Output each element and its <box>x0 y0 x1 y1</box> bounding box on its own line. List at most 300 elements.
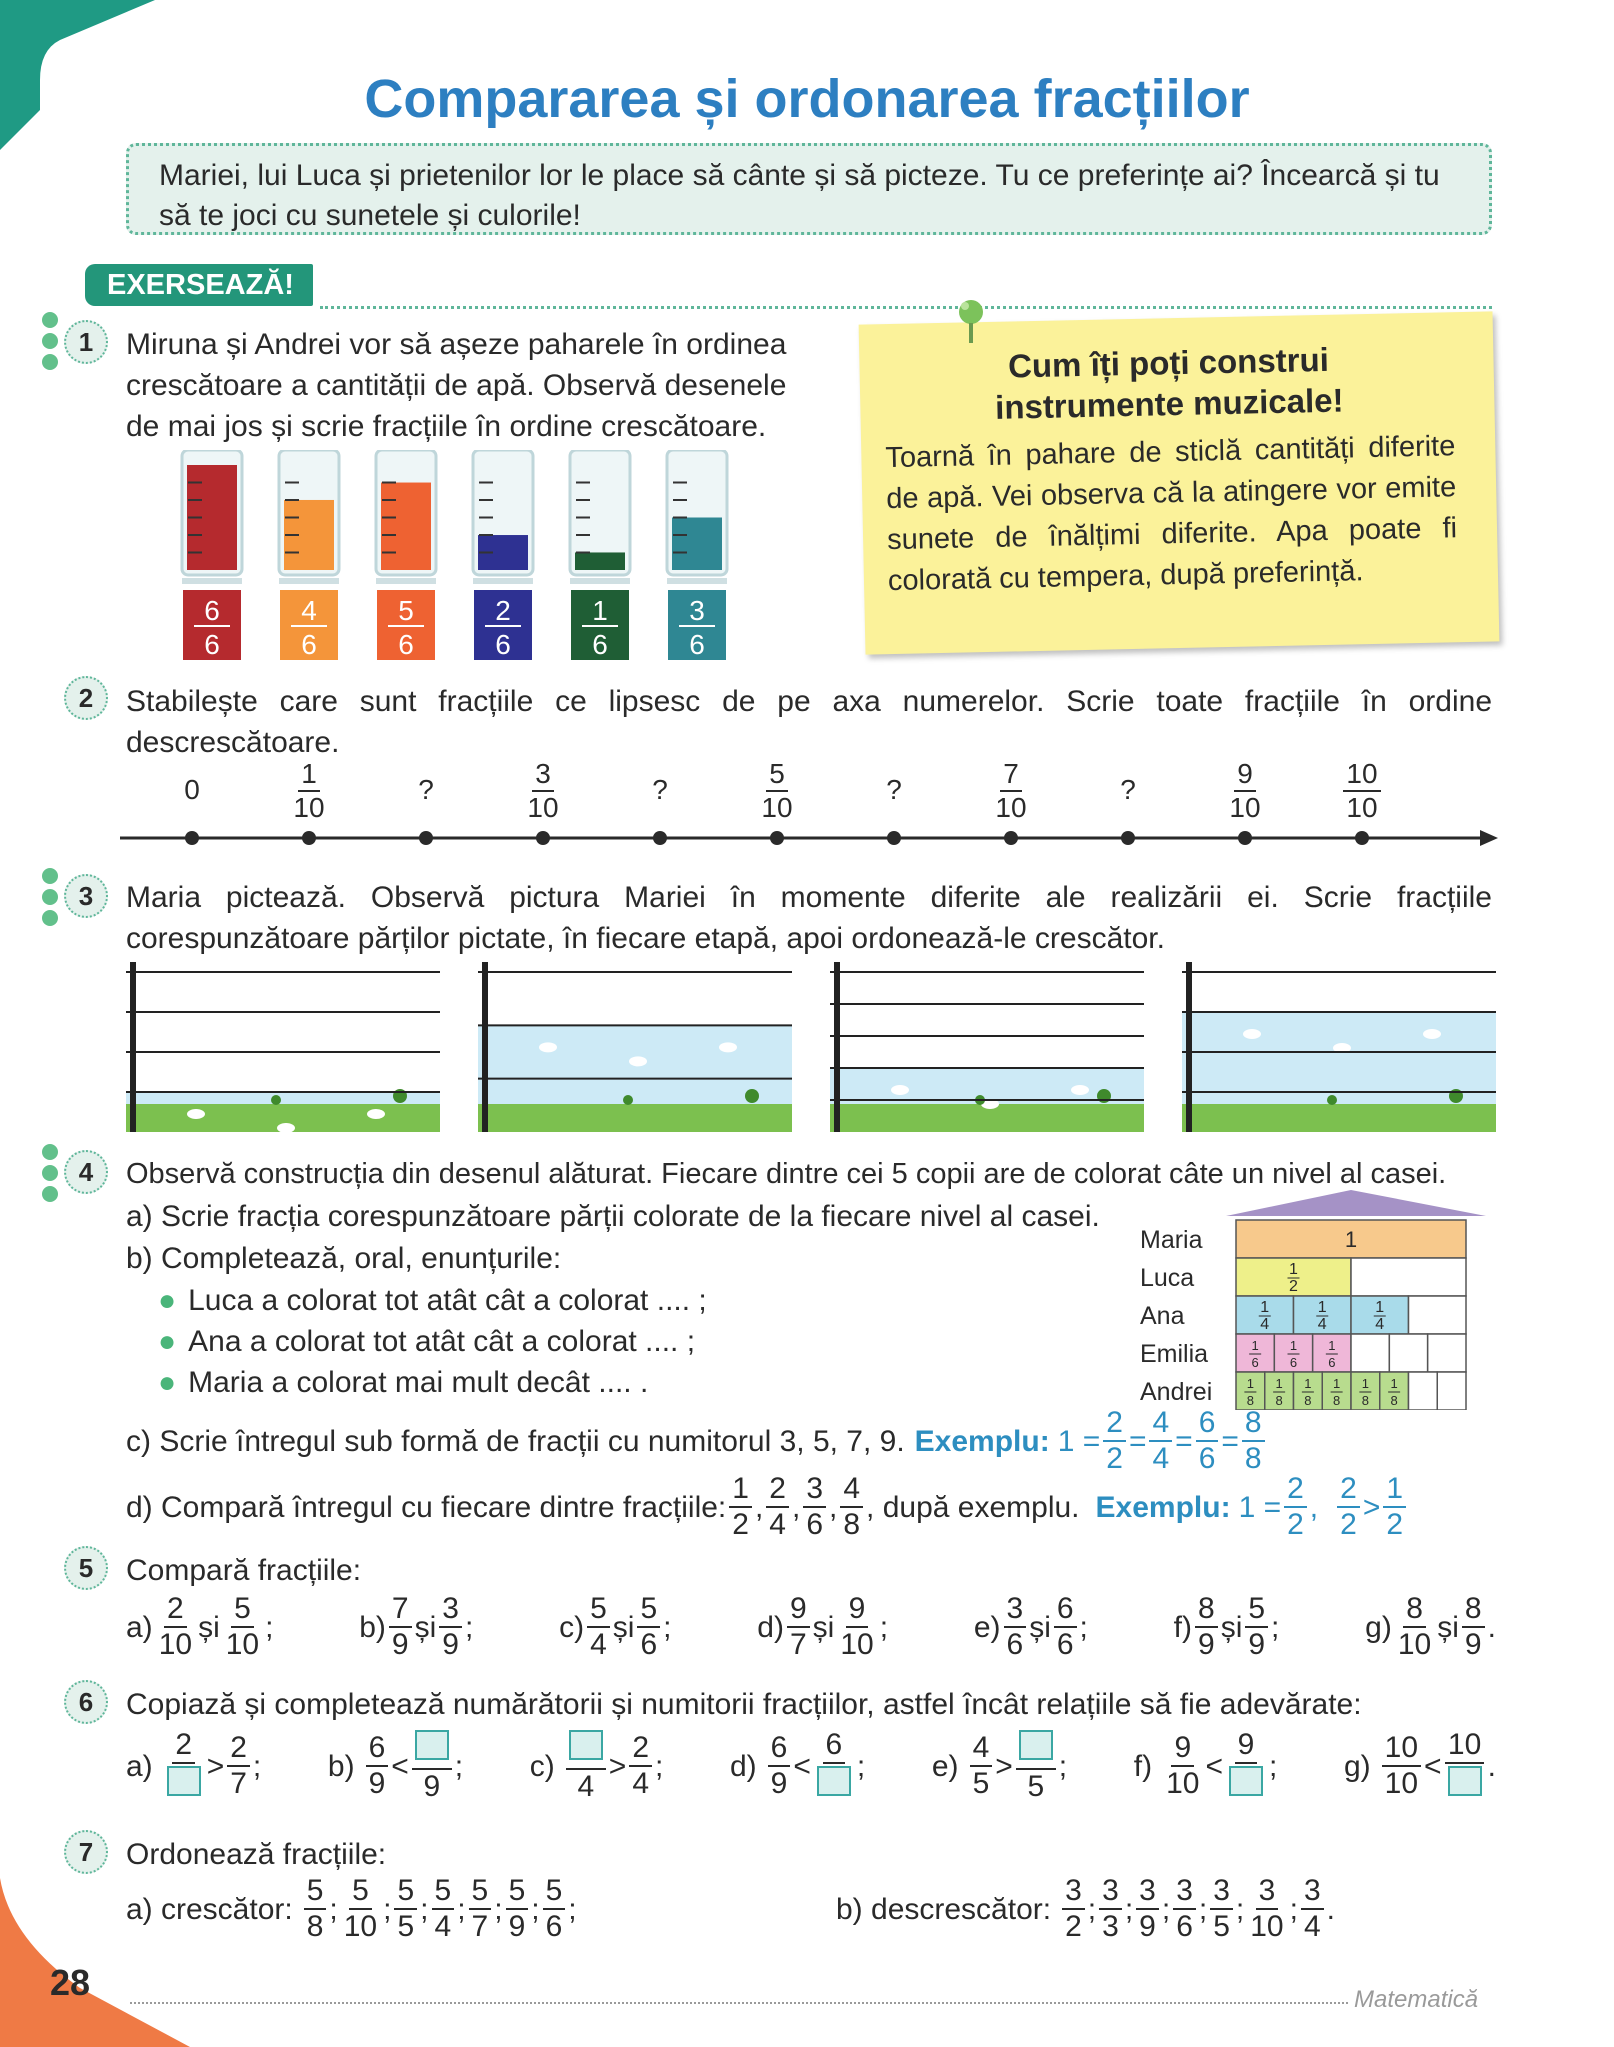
exercise-4b-bullet: ● Maria a colorat mai mult decât .... . <box>158 1366 649 1399</box>
numerator: 3 <box>1301 1876 1324 1910</box>
glass-denominator: 6 <box>592 629 608 660</box>
denominator: 5 <box>1027 1770 1045 1803</box>
denominator: 10 <box>1250 1910 1284 1943</box>
numerator: 3 <box>532 760 554 792</box>
punctuation: . <box>1326 1892 1335 1926</box>
relation-item <box>1134 1730 1278 1802</box>
page-number: 28 <box>50 1962 91 2003</box>
numerator: 2 <box>1284 1474 1307 1508</box>
answer-box <box>569 1730 603 1760</box>
fraction <box>1383 1474 1406 1540</box>
exercise-7-text: Ordonează fracțiile: <box>126 1838 387 1871</box>
denominator: 8 <box>1244 1442 1262 1475</box>
decor-dot <box>42 889 58 905</box>
numerator: 8 <box>1195 1594 1218 1628</box>
exercise-1-text: Miruna și Andrei vor să așeze paharele în ordinea crescătoare a cantității de apă. Observă desenele de mai jos și scrie fracțiile în ordine crescătoare. <box>126 328 787 443</box>
house-roof <box>1226 1190 1486 1216</box>
answer-box <box>817 1766 851 1796</box>
comma: , <box>829 1490 838 1524</box>
numerator: 10 <box>1445 1730 1484 1764</box>
exercise-4d <box>126 1474 1409 1540</box>
cell-denominator: 6 <box>1251 1355 1259 1370</box>
cell-numerator: 1 <box>1251 1338 1259 1353</box>
exercise-7a <box>126 1876 577 1942</box>
fraction <box>1136 1876 1159 1942</box>
exercise-2-line2: descrescătoare. <box>126 726 340 759</box>
fraction <box>992 760 1029 822</box>
exercise-4d-after: , după exemplu. <box>866 1490 1080 1524</box>
axis-label: ? <box>652 774 668 805</box>
relation-item <box>328 1730 463 1802</box>
denominator: 9 <box>1139 1910 1156 1943</box>
decor-dot <box>42 1186 58 1202</box>
glass-denominator: 6 <box>204 629 220 660</box>
denominator <box>164 1764 204 1802</box>
conjunction: și <box>1437 1610 1459 1644</box>
glass-base <box>570 578 630 584</box>
punctuation: ; <box>856 1749 866 1783</box>
decor-dot <box>42 333 58 349</box>
denominator: 10 <box>225 1628 260 1661</box>
denominator <box>814 1764 854 1802</box>
fraction <box>223 1594 262 1660</box>
numerator: 2 <box>164 1594 187 1628</box>
comparison-item <box>559 1594 671 1660</box>
numerator: 5 <box>543 1876 566 1910</box>
fraction <box>1382 1733 1421 1799</box>
note-title: Cum îți poți construi instrumente muzicale! <box>994 340 1344 426</box>
fraction <box>1054 1594 1077 1660</box>
axis-point <box>1238 831 1252 845</box>
punctuation: ; <box>265 1610 274 1644</box>
relation-item <box>126 1730 261 1802</box>
cell-denominator: 8 <box>1361 1393 1369 1408</box>
punctuation: ; <box>329 1892 338 1926</box>
fraction <box>412 1730 452 1802</box>
painted-grass <box>1182 1104 1496 1132</box>
glass-denominator: 6 <box>398 629 414 660</box>
answer-box <box>167 1766 201 1796</box>
numerator: 7 <box>389 1594 412 1628</box>
fraction <box>164 1730 204 1802</box>
axis-point <box>653 831 667 845</box>
denominator: 7 <box>471 1910 489 1943</box>
exercise-3-line2: corespunzătoare părților pictate, în fiecare etapă, apoi ordonează-le crescător. <box>126 922 1165 955</box>
fraction <box>758 760 795 822</box>
fraction <box>1103 1408 1126 1474</box>
numerator: 3 <box>439 1594 462 1628</box>
fraction <box>803 1474 826 1540</box>
numerator: 3 <box>1173 1876 1196 1910</box>
numerator: 4 <box>970 1733 993 1767</box>
denominator: 5 <box>397 1910 415 1943</box>
fraction <box>1445 1730 1485 1802</box>
fraction <box>840 1474 863 1540</box>
fraction <box>394 1876 417 1942</box>
decor-dot <box>42 312 58 328</box>
denominator: 2 <box>1287 1508 1304 1541</box>
denominator: 4 <box>434 1910 452 1943</box>
numerator: 3 <box>1004 1594 1027 1628</box>
denominator: 10 <box>343 1910 378 1943</box>
cell-numerator: 1 <box>1361 1376 1369 1391</box>
punctuation: ; <box>454 1749 464 1783</box>
comparison-item <box>757 1594 888 1660</box>
denominator: 5 <box>972 1767 990 1800</box>
fraction <box>1195 1594 1218 1660</box>
level-cell <box>1389 1334 1427 1372</box>
denominator: 10 <box>1229 792 1261 823</box>
cloud <box>719 1042 737 1052</box>
tree <box>271 1095 281 1105</box>
item-letter: g) <box>1365 1610 1392 1644</box>
axis-label <box>269 760 349 822</box>
punctuation: ; <box>1079 1610 1088 1644</box>
denominator <box>1226 1764 1266 1802</box>
footer-subject: Matematică <box>1354 1986 1479 2013</box>
comparison-item <box>126 1594 273 1660</box>
numerator: 3 <box>1099 1876 1122 1910</box>
exercise-4a: a) Scrie fracția corespunzătoare părții colorate de la fiecare nivel al casei. <box>126 1200 1100 1233</box>
denominator: 9 <box>508 1910 526 1943</box>
exercise-5-items <box>126 1594 1496 1660</box>
conjunction: și <box>198 1610 220 1644</box>
numerator: 5 <box>432 1876 455 1910</box>
denominator: 6 <box>1056 1628 1074 1661</box>
level-cell <box>1428 1334 1466 1372</box>
axis-point <box>770 831 784 845</box>
axis-label: ? <box>1120 774 1136 805</box>
fraction <box>1284 1474 1307 1540</box>
cloud <box>367 1109 385 1119</box>
cell-label: 1 <box>1344 1227 1358 1252</box>
denominator: 5 <box>1213 1910 1230 1943</box>
water-level <box>672 518 722 571</box>
denominator: 4 <box>577 1770 595 1803</box>
fraction <box>227 1733 250 1799</box>
fraction <box>1247 1876 1286 1942</box>
fraction <box>1163 1733 1202 1799</box>
numerator: 6 <box>1196 1408 1219 1442</box>
cell-denominator: 8 <box>1304 1393 1312 1408</box>
item-letter: e) <box>931 1749 959 1783</box>
numerator: 1 <box>1383 1474 1406 1508</box>
sticky-note <box>859 311 1500 654</box>
axis-label <box>971 760 1051 822</box>
cloud <box>187 1109 205 1119</box>
cloud <box>629 1056 647 1066</box>
numerator: 10 <box>1343 760 1380 792</box>
punctuation: ; <box>457 1892 466 1926</box>
page-title: Compararea și ordonarea fracțiilor <box>364 69 1250 129</box>
fraction <box>814 1730 854 1802</box>
relation-sign: < <box>793 1749 811 1783</box>
punctuation: ; <box>531 1892 540 1926</box>
axis-point <box>302 831 316 845</box>
answer-box <box>1448 1766 1482 1796</box>
relation-item <box>530 1730 664 1802</box>
painted-grass <box>478 1104 792 1132</box>
fraction <box>729 1474 752 1540</box>
denominator: 9 <box>1248 1628 1266 1661</box>
section-divider <box>320 306 1492 309</box>
denominator: 10 <box>840 1628 874 1661</box>
punctuation: ; <box>252 1749 262 1783</box>
denominator: 9 <box>423 1770 441 1803</box>
exercise-number: 2 <box>64 676 108 720</box>
easel-post <box>834 962 840 1132</box>
denominator: 6 <box>640 1628 658 1661</box>
numerator: 5 <box>349 1876 372 1910</box>
exercise-7b <box>836 1876 1335 1942</box>
denominator <box>1445 1764 1485 1802</box>
numerator: 3 <box>1062 1876 1085 1910</box>
denominator: 10 <box>1346 792 1378 823</box>
fraction <box>637 1594 660 1660</box>
conjunction: și <box>1029 1610 1051 1644</box>
numerator: 6 <box>1054 1594 1077 1628</box>
fraction <box>1343 760 1380 822</box>
conjunction: și <box>414 1610 437 1644</box>
punctuation: ; <box>879 1610 889 1644</box>
cell-numerator: 1 <box>1328 1338 1336 1353</box>
item-letter: b) <box>327 1749 355 1783</box>
punctuation: . <box>1487 1610 1496 1644</box>
easel-post <box>482 962 488 1132</box>
exercise-number: 7 <box>64 1830 108 1874</box>
fraction <box>1099 1876 1122 1942</box>
numerator: 3 <box>803 1474 826 1508</box>
fraction <box>1301 1876 1324 1942</box>
item-letter: f) <box>1133 1749 1153 1783</box>
fraction <box>432 1876 455 1942</box>
example-label: Exemplu: <box>1095 1490 1231 1524</box>
fraction <box>1004 1594 1027 1660</box>
denominator: 6 <box>1176 1910 1193 1943</box>
level-name: Emilia <box>1140 1340 1209 1368</box>
fraction <box>970 1733 993 1799</box>
fraction <box>1462 1594 1485 1660</box>
fraction <box>1337 1474 1360 1540</box>
conjunction: și <box>812 1610 835 1644</box>
glass-base <box>279 578 339 584</box>
cell-denominator: 8 <box>1333 1393 1341 1408</box>
fraction <box>366 1733 389 1799</box>
numerator: 9 <box>1235 1730 1258 1764</box>
equals-sign: = <box>1221 1424 1239 1458</box>
fraction <box>1226 760 1263 822</box>
answer-box <box>1229 1766 1263 1796</box>
glass-denominator: 6 <box>689 629 705 660</box>
exercise-number: 3 <box>64 874 108 918</box>
numerator: 4 <box>840 1474 863 1508</box>
numerator <box>1016 1730 1056 1770</box>
cell-denominator: 4 <box>1317 1316 1327 1333</box>
comma: , <box>1309 1490 1319 1524</box>
numerator: 2 <box>766 1474 789 1508</box>
numerator: 2 <box>172 1730 195 1764</box>
punctuation: ; <box>568 1892 577 1926</box>
easel-post <box>130 962 136 1132</box>
water-level <box>381 483 431 570</box>
cell-denominator: 8 <box>1390 1393 1398 1408</box>
numerator: 2 <box>629 1733 652 1767</box>
punctuation: . <box>1487 1749 1496 1783</box>
axis-arrow <box>1480 830 1498 846</box>
conjunction: și <box>612 1610 635 1644</box>
fraction <box>1173 1876 1196 1942</box>
numerator: 5 <box>506 1876 529 1910</box>
number-line <box>120 820 1500 860</box>
relation-item <box>730 1730 865 1802</box>
tree <box>1327 1095 1337 1105</box>
greater-sign: > <box>1362 1490 1381 1524</box>
punctuation: ; <box>464 1610 474 1644</box>
relation-item <box>932 1730 1067 1802</box>
numerator <box>566 1730 606 1770</box>
numerator: 5 <box>637 1594 660 1628</box>
item-letter: d) <box>729 1749 757 1783</box>
item-letter: c) <box>529 1749 555 1783</box>
cell-denominator: 2 <box>1289 1278 1298 1295</box>
relation-item <box>1344 1730 1496 1802</box>
exercise-2-line1: Stabilește care sunt fracțiile ce lipsesc de pe axa numerelor. Scrie toate fracțiile în ordine <box>126 685 1492 718</box>
denominator: 2 <box>732 1508 749 1541</box>
punctuation: ; <box>1271 1610 1280 1644</box>
cell-denominator: 4 <box>1375 1316 1385 1333</box>
glass-numerator: 5 <box>398 595 414 626</box>
numerator: 6 <box>768 1733 791 1767</box>
exercise-4b-bullet: ● Ana a colorat tot atât cât a colorat .... ; <box>158 1325 696 1358</box>
fraction <box>766 1474 789 1540</box>
exercise-6-items <box>126 1730 1496 1802</box>
level-cell <box>1351 1334 1389 1372</box>
axis-point <box>1004 831 1018 845</box>
exercise-5-text: Compară fracțiile: <box>126 1554 362 1587</box>
numerator: 4 <box>1149 1408 1172 1442</box>
denominator: 7 <box>230 1767 247 1800</box>
item-letter: b) <box>359 1610 386 1644</box>
decor-dot <box>42 1165 58 1181</box>
numerator: 1 <box>729 1474 752 1508</box>
answer-box <box>1019 1730 1053 1760</box>
denominator: 8 <box>843 1508 861 1541</box>
relation-sign: < <box>1424 1749 1442 1783</box>
axis-label <box>1322 760 1402 822</box>
relation-sign: > <box>206 1749 225 1783</box>
glasses-illustration <box>170 450 750 660</box>
punctuation: ; <box>1269 1749 1278 1783</box>
fraction <box>506 1876 529 1942</box>
decor-dot <box>42 1144 58 1160</box>
axis-point <box>1121 831 1135 845</box>
comma: , <box>791 1490 801 1524</box>
numerator: 3 <box>1210 1876 1233 1910</box>
exercise-4c-text: c) Scrie întregul sub formă de fracții cu numitorul 3, 5, 7, 9. <box>126 1424 905 1458</box>
numerator: 2 <box>1103 1408 1126 1442</box>
numerator: 2 <box>1337 1474 1360 1508</box>
level-cell <box>1409 1296 1467 1334</box>
punctuation: ; <box>1289 1892 1298 1926</box>
exercise-6-text: Copiază și completează numărătorii și numitorii fracțiilor, astfel încât relațiile să fie adevărate: <box>126 1688 1362 1721</box>
glass-numerator: 3 <box>689 595 705 626</box>
axis-point <box>536 831 550 845</box>
item-letter: a) <box>126 1749 153 1783</box>
note-body: Toarnă în pahare de sticlă cantități diferite de apă. Vei observa că la atingere vor emite sunete de înălțimi diferite. Apa poate fi colorată cu tempera, după preferință. <box>885 430 1458 598</box>
denominator: 10 <box>527 792 559 823</box>
cell-numerator: 1 <box>1289 1261 1298 1278</box>
cell-denominator: 6 <box>1328 1355 1336 1370</box>
denominator: 8 <box>306 1910 324 1943</box>
glass-denominator: 6 <box>495 629 511 660</box>
numerator: 7 <box>1000 760 1022 792</box>
fraction <box>566 1730 606 1802</box>
equals-sign: = <box>1175 1424 1193 1458</box>
fraction <box>837 1594 876 1660</box>
denominator: 2 <box>1386 1508 1404 1541</box>
denominator: 9 <box>1464 1628 1482 1661</box>
comparison-item <box>359 1594 473 1660</box>
numerator: 3 <box>1136 1876 1159 1910</box>
example-text: 1 = <box>1057 1424 1101 1458</box>
axis-label <box>503 760 583 822</box>
equals-sign: = <box>1128 1424 1147 1458</box>
fraction <box>1226 1730 1266 1802</box>
level-name: Ana <box>1140 1302 1185 1330</box>
numerator: 6 <box>823 1730 846 1764</box>
numerator: 5 <box>231 1594 254 1628</box>
axis-point <box>185 831 199 845</box>
relation-sign: < <box>1205 1749 1223 1783</box>
fraction <box>156 1594 195 1660</box>
denominator: 2 <box>1065 1910 1082 1943</box>
punctuation: ; <box>420 1892 429 1926</box>
exercise-number: 5 <box>64 1546 108 1590</box>
denominator: 9 <box>391 1628 409 1661</box>
denominator: 10 <box>761 792 793 823</box>
exercise-4b: b) Completează, oral, enunțurile: <box>126 1242 562 1275</box>
item-letter: f) <box>1173 1610 1192 1644</box>
fraction <box>524 760 561 822</box>
exercise-3-line1: Maria pictează. Observă pictura Mariei în momente diferite ale realizării ei. Scrie fracțiile <box>126 881 1492 914</box>
glass-base <box>182 578 242 584</box>
numerator: 1 <box>298 760 320 792</box>
fraction <box>1395 1594 1434 1660</box>
fraction <box>629 1733 652 1799</box>
level-name: Luca <box>1140 1264 1195 1292</box>
numerator: 5 <box>304 1876 327 1910</box>
denominator: 6 <box>806 1508 824 1541</box>
punctuation: ; <box>655 1749 664 1783</box>
punctuation: ; <box>1235 1892 1245 1926</box>
axis-point <box>419 831 433 845</box>
exercise-4c <box>126 1408 1268 1474</box>
axis-label: ? <box>886 774 902 805</box>
numerator <box>412 1730 452 1770</box>
fraction <box>1062 1876 1085 1942</box>
exercise-number: 1 <box>64 320 108 364</box>
punctuation: ; <box>1058 1749 1068 1783</box>
cell-numerator: 1 <box>1375 1299 1385 1316</box>
cell-numerator: 1 <box>1304 1376 1312 1391</box>
punctuation: ; <box>1087 1892 1097 1926</box>
exercise-4d-text: d) Compară întregul cu fiecare dintre fracțiile: <box>126 1490 727 1524</box>
fraction <box>1245 1594 1268 1660</box>
glass-base <box>376 578 436 584</box>
denominator: 4 <box>632 1767 649 1800</box>
denominator: 10 <box>1166 1767 1200 1800</box>
cell-numerator: 1 <box>1289 1338 1298 1353</box>
